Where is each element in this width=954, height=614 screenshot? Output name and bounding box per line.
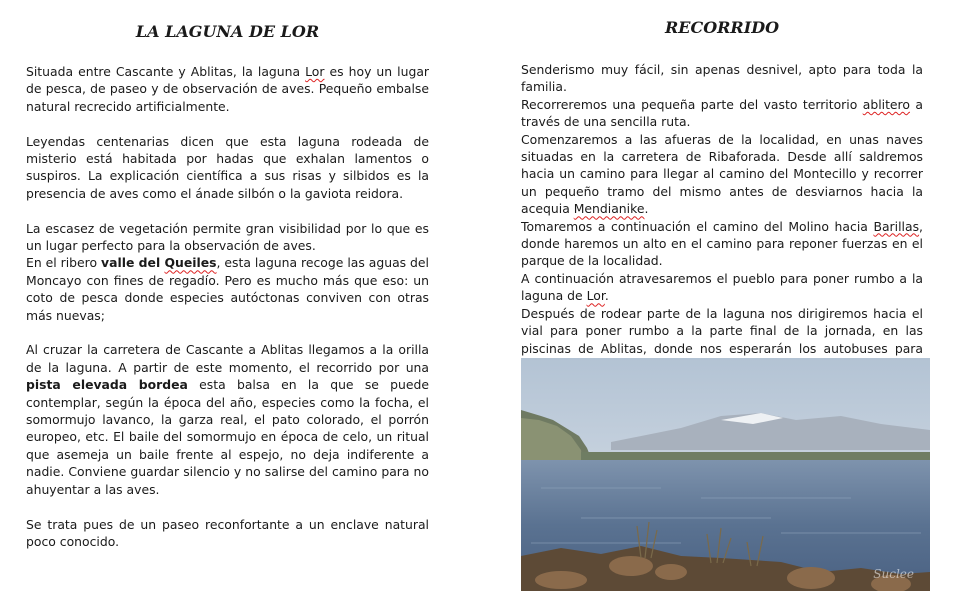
left-paragraph-2: Leyendas centenarias dicen que esta laguna rodeada de misterio está habitada por hadas que exhalan lamentos o suspiros. La explicación científica a sus risas y silbidos es la presencia de aves como el ánade silbón o la gaviota reidora. [26, 133, 429, 201]
right-paragraph-5: A continuación atravesaremos el pueblo para poner rumbo a la laguna de Lor. [521, 270, 923, 304]
left-paragraph-5: Al cruzar la carretera de Cascante a Ablitas llegamos a la orilla de la laguna. A partir de este momento, el recorrido por una pista elevada bordea esta balsa en la que se puede contemplar, según la época del año, especies como la focha, el somormujo lavanco, la garza real, el pato colorado, el porrón europeo, etc. El baile del somormujo en época de celo, un ritual que asemeja un baile frente al espejo, no deja indiferente a nadie. Conviene guardar silencio y no salirse del camino para no ahuyentar a las aves. [26, 342, 429, 497]
right-paragraph-4: Tomaremos a continuación el camino del Molino hacia Barillas, donde haremos un alto en el camino para reponer fuerzas en el parque de la localidad. [521, 218, 923, 269]
left-paragraph-3: La escasez de vegetación permite gran visibilidad por lo que es un lugar perfecto para la observación de aves. [26, 220, 429, 254]
right-title: RECORRIDO [664, 18, 780, 37]
right-paragraph-1: Senderismo muy fácil, sin apenas desnivel, apto para toda la familia. [521, 62, 923, 95]
lagoon-photo [521, 358, 930, 591]
right-paragraph-3: Comenzaremos a las afueras de la localidad, en unas naves situadas en la carretera de Ribaforada. Desde allí saldremos hacia un camino para llegar al camino del Montecillo y recorrer un pequeño tramo del mismo antes de desviarnos hacia la acequia Mendianike. [521, 131, 923, 217]
photo-watermark: Suclee [873, 567, 914, 581]
left-paragraph-6: Se trata pues de un paseo reconfortante a un enclave natural poco conocido. [26, 516, 429, 549]
left-paragraph-1: Situada entre Cascante y Ablitas, la laguna Lor es hoy un lugar de pesca, de paseo y de observación de aves. Pequeño embalse natural recrecido artificialmente. [26, 64, 430, 114]
right-paragraph-2: Recorreremos una pequeña parte del vasto territorio ablitero a través de una sencilla ruta. [521, 96, 923, 130]
left-title: LA LAGUNA DE LOR [135, 22, 320, 41]
left-body [26, 63, 429, 550]
left-paragraph-4: En el ribero valle del Queiles, esta laguna recoge las aguas del Moncayo con fines de regadío. Pero es mucho más que eso: un coto de pesca donde especies autóctonas conviven con otras más nuevas; [26, 255, 429, 323]
right-body [521, 61, 923, 374]
lagoon-landscape-image [521, 358, 930, 591]
right-paragraph-6: Después de rodear parte de la laguna nos dirigiremos hacia el vial para poner rumbo a la parte final de la jornada, en las piscinas de Ablitas, donde nos esperarán los autobuses para [521, 305, 923, 356]
